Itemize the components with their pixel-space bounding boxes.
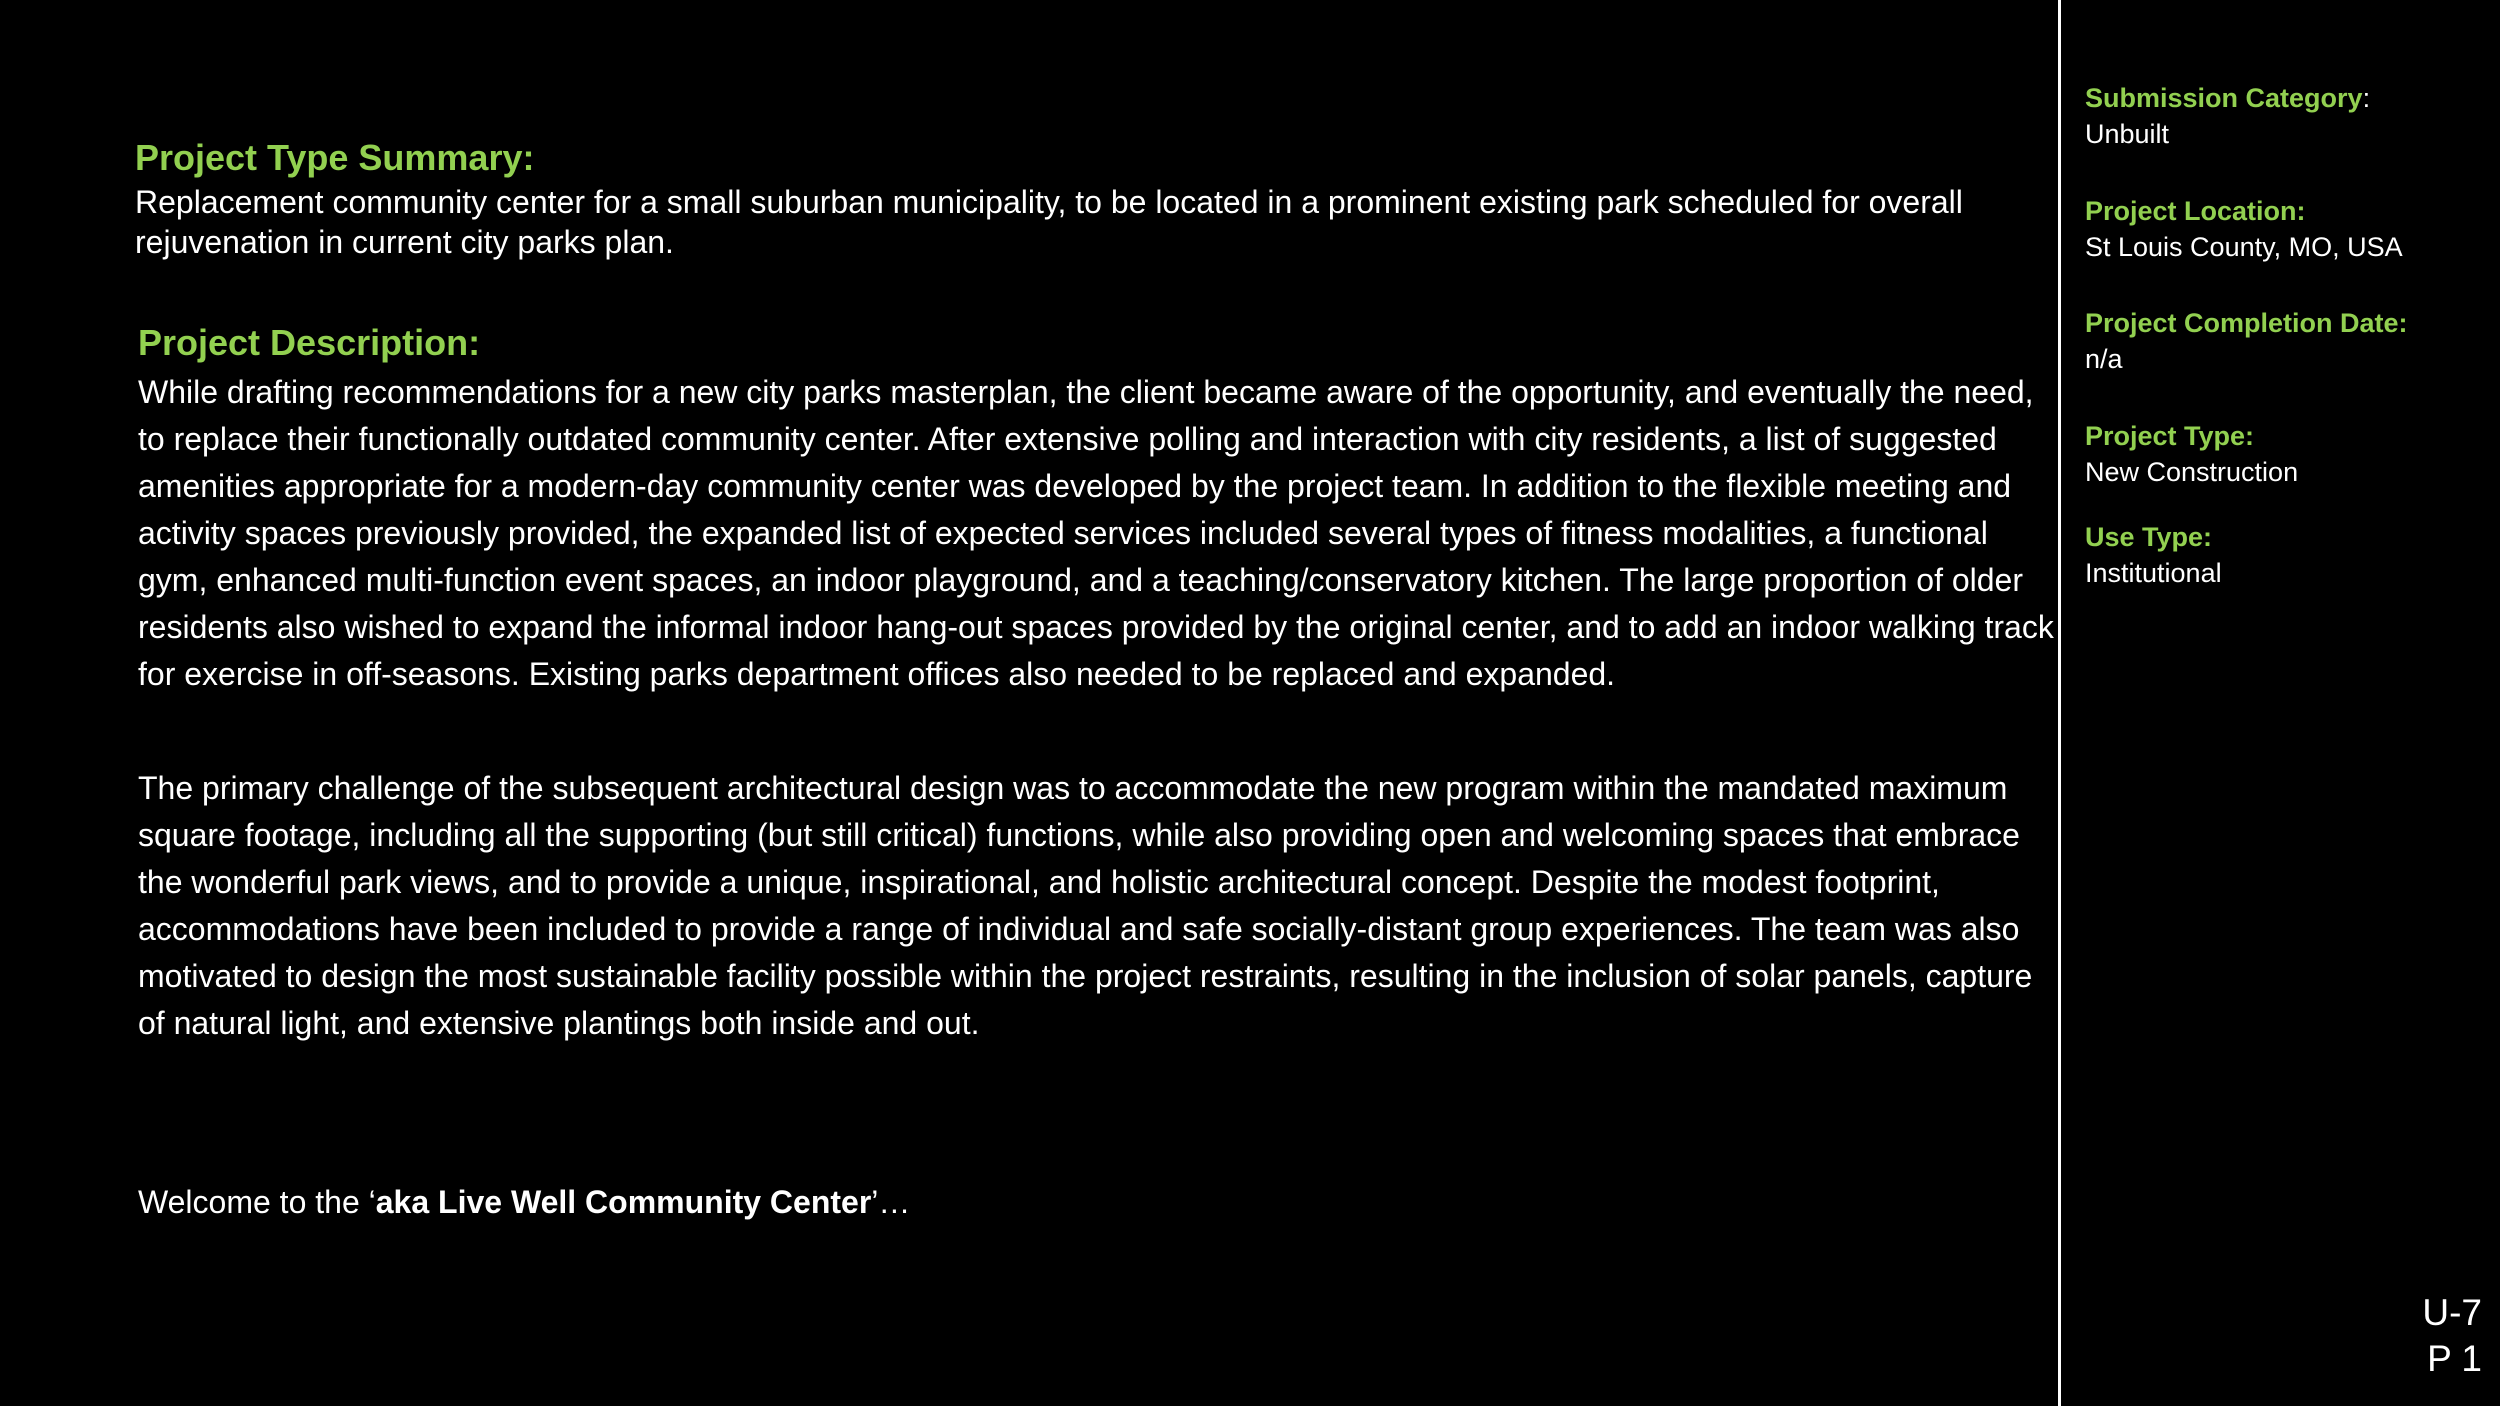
project-location-label: Project Location: [2085,196,2306,226]
use-type-label: Use Type: [2085,522,2213,552]
center-name: aka Live Well Community Center [375,1184,872,1220]
project-type-item [2085,418,2485,490]
welcome-prefix: Welcome to the ‘ [138,1184,376,1220]
page-code [2422,1290,2482,1382]
project-type-label: Project Type: [2085,421,2255,451]
use-type-value: Institutional [2085,558,2222,588]
project-description-paragraph-1: While drafting recommendations for a new city parks masterplan, the client became aware of the opportunity, and eventually the need, to replace their functionally outdated community center. After extensive polling and interaction with city residents, a list of suggested amenities appropriate for a modern-day community center was developed by the project team. In addition to the flexible meeting and activity spaces previously provided, the expanded list of expected services included several types of fitness modalities, a functional gym, enhanced multi-function event spaces, an indoor playground, and a teaching/conservatory kitchen. The large proportion of older residents also wished to expand the informal indoor hang-out spaces provided by the original center, and to add an indoor walking track for exercise in off-seasons. Existing parks department offices also needed to be replaced and expanded. [138,374,2054,692]
project-location-value: St Louis County, MO, USA [2085,232,2403,262]
submission-category-value: Unbuilt [2085,119,2170,149]
completion-date-label: Project Completion Date: [2085,308,2408,338]
submission-category-label [2085,80,2485,116]
welcome-line [138,1179,1938,1225]
welcome-suffix: ’… [871,1184,911,1220]
page-code-line-2: P 1 [2427,1338,2482,1379]
completion-date-value: n/a [2085,344,2123,374]
vertical-divider [2058,0,2061,1406]
submission-category-colon: : [2362,83,2371,113]
project-location-item [2085,193,2485,265]
submission-category-label-text: Submission Category [2085,83,2363,113]
completion-date-item [2085,305,2485,377]
project-description-paragraph-2: The primary challenge of the subsequent architectural design was to accommodate the new program within the mandated maximum square footage, including all the supporting (but still critical) functions, while also providing open and welcoming spaces that embrace the wonderful park views, and to provide a unique, inspirational, and holistic architectural concept. Despite the modest footprint, accommodations have been included to provide a range of individual and safe socially-distant group experiences. The team was also motivated to design the most sustainable facility possible within the project restraints, resulting in the inclusion of solar panels, capture of natural light, and extensive plantings both inside and out. [138,770,2033,1041]
project-type-summary-heading: Project Type Summary: [135,137,535,178]
project-type-value: New Construction [2085,457,2299,487]
project-description-heading: Project Description: [138,322,481,363]
project-type-summary-text: Replacement community center for a small suburban municipality, to be located in a prominent existing park scheduled for overall rejuvenation in current city parks plan. [135,184,1963,260]
use-type-item [2085,519,2485,591]
submission-category-item [2085,80,2485,152]
page-code-line-1: U-7 [2422,1292,2482,1333]
